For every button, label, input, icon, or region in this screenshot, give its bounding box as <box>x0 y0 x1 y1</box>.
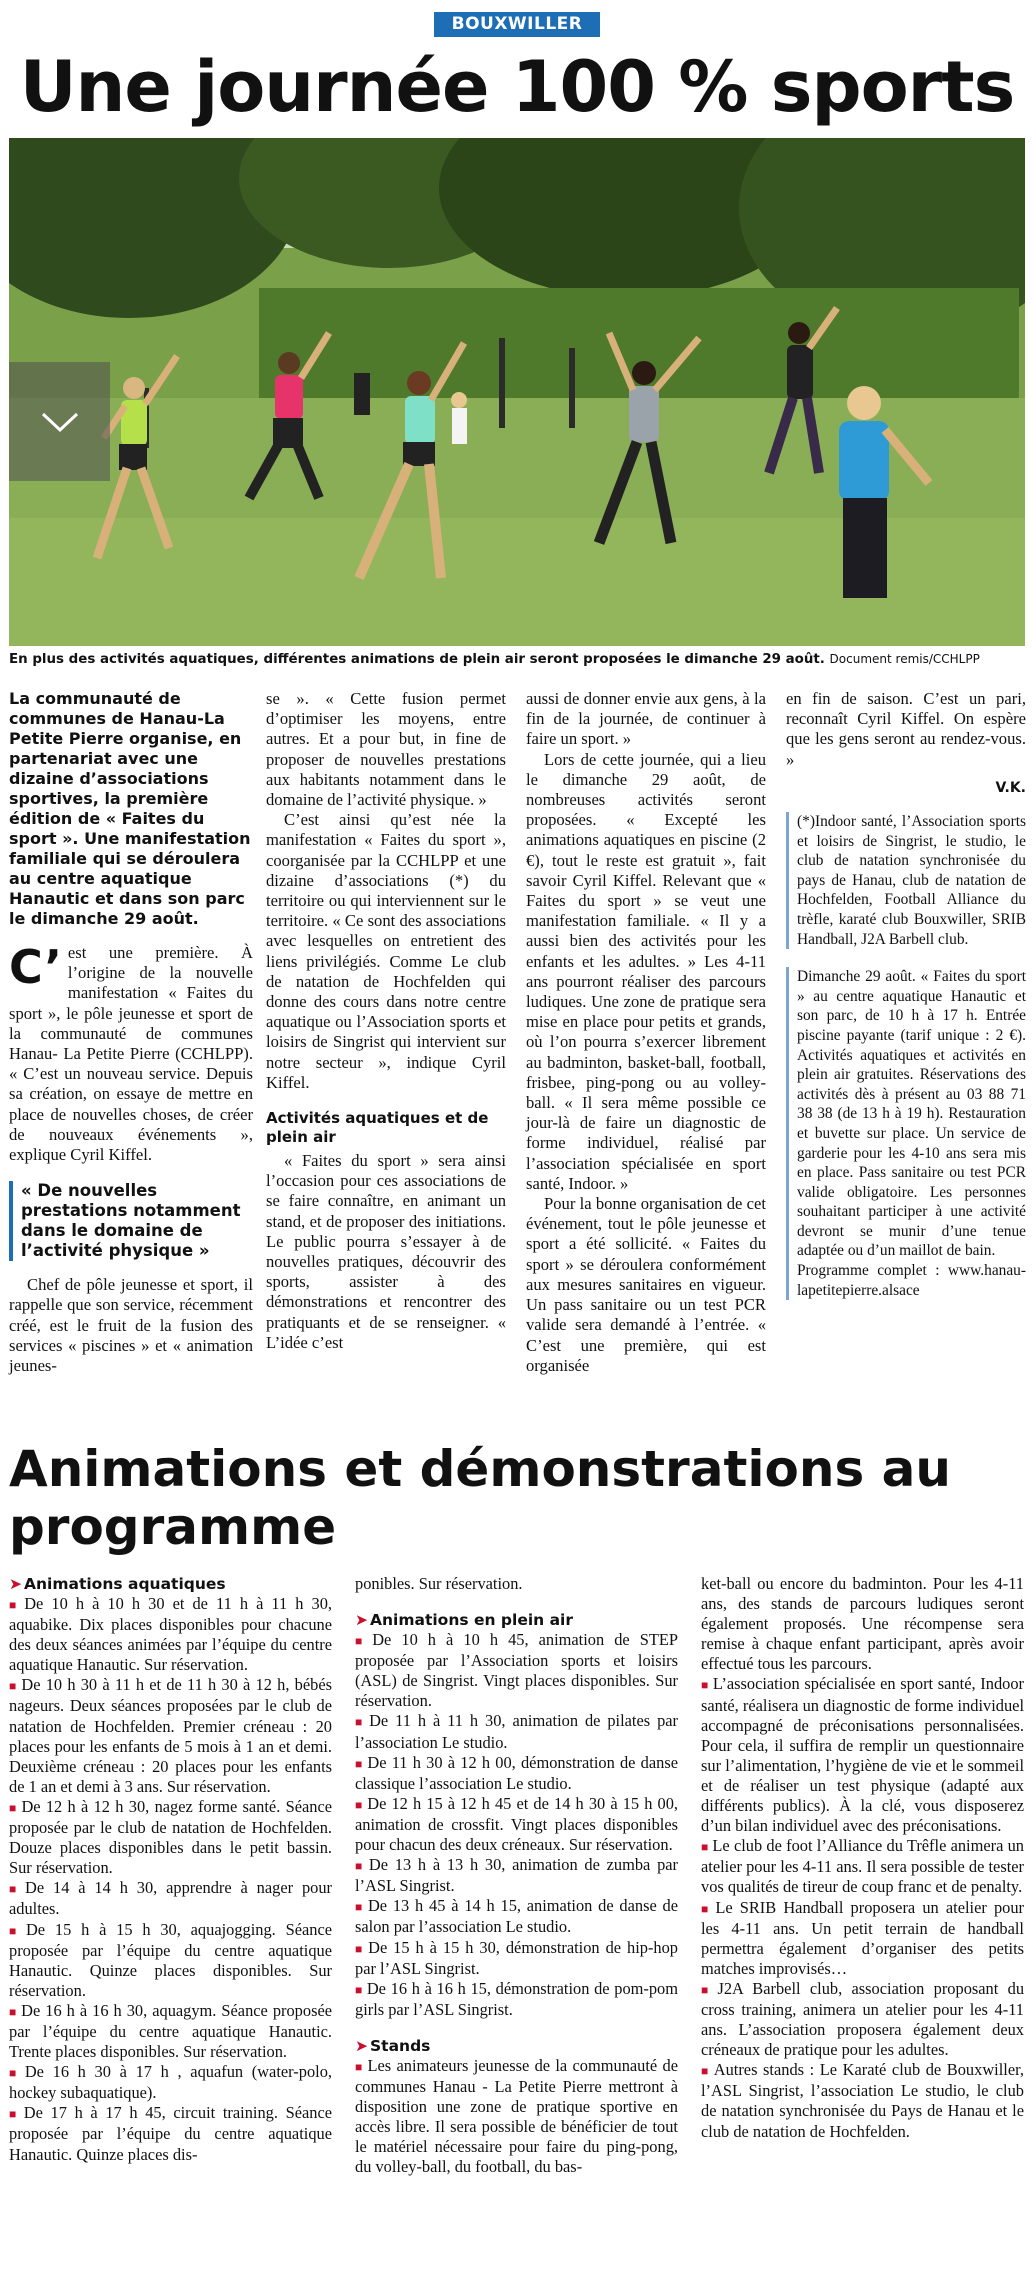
list-item: ■ De 13 h à 13 h 30, animation de zumba par l’ASL Singrist. <box>355 1855 678 1896</box>
park-scene-illustration <box>9 138 1025 646</box>
photo-caption <box>9 649 1025 670</box>
list-item: ■ De 17 h à 17 h 45, circuit training. Séance proposée par l’équipe du centre aquatique Hanautic. Quinze places dis- <box>9 2103 332 2164</box>
square-bullet-icon: ■ <box>355 2059 364 2074</box>
list-item: ■ De 10 h 30 à 11 h et de 11 h 30 à 12 h, bébés nageurs. Deux séances proposées par le club de natation de Hochfelden. Premier créneau : 20 places pour les enfants de 5 mois à 1 an et demi. Deuxième créneau : 20 places pour les enfants de 1 an et demi à 3 ans. Sur réservation. <box>9 1675 332 1796</box>
square-bullet-icon: ■ <box>701 2064 710 2079</box>
aquatic-list <box>9 1594 332 2165</box>
practical-info-text: Dimanche 29 août. « Faites du sport » au centre aquatique Hanautic et son parc, de 10 h à 17 h. Entrée piscine payante (tarif unique : 2 €). Activités aquatiques et activités en plein air gratuites. Réservations des activités dès à présent au 03 88 71 38 38 (de 13 h à 19 h). Restauration et buvette sur place. Un service de garderie pour les 4-10 ans sera mis en place. Pass sanitaire ou test PCR valide obligatoire. Les personnes souhaitant participer à une activité devront se munir d’une tenue adaptée ou d’un maillot de bain. <box>797 968 1026 1260</box>
stands-list <box>701 1674 1024 2141</box>
list-item: ■ De 12 h 15 à 12 h 45 et de 14 h 30 à 15 h 00, animation de crossfit. Vingt places disponibles pour chacun des deux créneaux. Sur réservation. <box>355 1793 678 1855</box>
list-item: ■ De 16 h à 16 h 30, aquagym. Séance proposée par l’équipe du centre aquatique Hanautic. Trente places disponibles. Sur réservation. <box>9 2000 332 2062</box>
arrow-right-icon: ➤ <box>355 2036 368 2055</box>
subheading: Activités aquatiques et de plein air <box>266 1109 489 1147</box>
list-item: ■ De 13 h 45 à 14 h 15, animation de danse de salon par l’association Le studio. <box>355 1896 678 1937</box>
square-bullet-icon: ■ <box>355 1859 365 1874</box>
program-column-2 <box>355 1574 678 2177</box>
list-item: ■ J2A Barbell club, association proposant du cross training, animera un atelier pour les 4-11 ans. L’association proposera également deux créneaux de pratique pour les adultes. <box>701 1978 1025 2060</box>
list-item: ■ Autres stands : Le Karaté club de Bouxwiller, l’ASL Singrist, l’association Le studio, le club de natation synchronisée du Pays de Hanau et le club de natation de Hochfelden. <box>701 2060 1024 2141</box>
body-paragraph: en fin de saison. C’est un pari, reconnaît Cyril Kiffel. On espère que les gens seront au rendez-vous. » <box>786 689 1026 769</box>
list-item: ■ De 11 h 30 à 12 h 00, démonstration de danse classique l’association Le studio. <box>355 1752 678 1793</box>
photo-credit: Document remis/CCHLPP <box>829 652 980 666</box>
article-column-4 <box>786 689 1026 1300</box>
program-column-1 <box>9 1574 332 2165</box>
program-title: Animations et démonstrations au programme <box>9 1440 951 1556</box>
list-item: ■ L’association spécialisée en sport santé, Indoor santé, réalisera un diagnostic de forme individuel accompagné de préconisations personnalisées. Pour cela, il suffira de remplir un questionnaire sur l’alimentation, l’hygiène de vie et le sommeil et de réaliser un test physique (adapté aux différents publics). À la clé, vous disposerez d’un bilan individuel avec des préconisations. <box>701 1674 1024 1836</box>
square-bullet-icon: ■ <box>355 1715 366 1730</box>
pull-quote: « De nouvelles prestations notamment dans le domaine de l’activité physique » <box>9 1181 253 1261</box>
square-bullet-icon: ■ <box>9 1882 22 1897</box>
body-paragraph: Chef de pôle jeunesse et sport, il rappelle que son service, récemment créé, est le fruit de la fusion des services « piscines » et « animation jeunes- <box>9 1275 253 1376</box>
lead-paragraph: La communauté de communes de Hanau-La Petite Pierre organise, en partenariat avec une dizaine d’associations sportives, la première édition de « Faites du sport ». Une manifestation familiale qui se déroulera au centre aquatique Hanautic et dans son parc le dimanche 29 août. <box>9 689 251 928</box>
body-paragraph: Lors de cette journée, qui a lieu le dimanche 29 août, de nombreuses activités seront proposées. « Excepté les animations aquatiques en piscine (2 €), tout le reste est gratuit », fait savoir Cyril Kiffel. Relevant que « Faites du sport » se veut une manifestation familiale. « Il y a aussi bien des activités pour les enfants et les adultes. » Les 4-11 ans pourront réaliser des parcours ludiques. Une zone de pratique sera mise en place pour petits et grands, où l’on pourra s’exercer librement au badminton, basket-ball, football, frisbee, ping-pong ou au volley-ball. « Il sera même possible ce jour-là de faire un diagnostic de forme individuel, réalisé par l’association spécialisée en sport santé, Indoor. » <box>526 749 766 1193</box>
section-title-stands: ➤ Stands <box>355 2036 431 2055</box>
list-item: ■ De 12 h à 12 h 30, nagez forme santé. Séance proposée par le club de natation de Hochfelden. Douze places disponibles dans le petit bassin. Sur réservation. <box>9 1796 333 1878</box>
list-item: ■ De 15 h à 15 h 30, démonstration de hip-hop par l’ASL Singrist. <box>355 1937 678 1978</box>
section-title-outdoor: ➤ Animations en plein air <box>355 1611 574 1630</box>
list-item: ■ Le SRIB Handball proposera un atelier pour les 4-11 ans. Un petit terrain de handball permettra également d’organiser des petits matches improvisés… <box>701 1897 1025 1978</box>
list-item: ■ De 10 h à 10 h 30 et de 11 h à 11 h 30, aquabike. Dix places disponibles pour chacune des deux séances animées par l’équipe du centre aquatique Hanautic. Sur réservation. <box>9 1594 332 1675</box>
associations-box <box>786 812 1026 949</box>
arrow-right-icon: ➤ <box>355 1611 368 1630</box>
square-bullet-icon: ■ <box>9 2107 20 2122</box>
square-bullet-icon: ■ <box>9 1598 21 1612</box>
body-paragraph: C’est ainsi qu’est née la manifestation « Faites du sport », coorganisée par la CCHLPP et une dizaine d’associations (*) du territoire ou qui interviennent sur le territoire. « Ce sont des associations avec lesquelles on entretient des liens privilégiés. Comme Le club de natation de Hochfelden qui donne des cours dans notre centre aquatique ou l’Association sports et loisirs de Singrist qui intervient sur notre secteur », indique Cyril Kiffel. <box>266 810 506 1092</box>
list-item: ■ De 16 h à 16 h 15, démonstration de pom-pom girls par l’ASL Singrist. <box>355 1978 678 2019</box>
square-bullet-icon: ■ <box>701 1982 714 1997</box>
list-item: ■ De 16 h 30 à 17 h , aquafun (water-polo, hockey subaquatique). <box>9 2062 332 2103</box>
author-signature: V.K. <box>995 779 1026 796</box>
chevron-down-icon <box>40 411 80 433</box>
article-photo <box>9 138 1025 646</box>
associations-text: (*)Indoor santé, l’Association sports et loisirs de Singrist, le studio, le club de natation synchronisée du pays de Hanau, club de natation de Hochfelden, Football Alliance du trèfle, karaté club Bouxwiller, SRIB Handball, J2A Barbell club. <box>797 813 1026 948</box>
headline: Une journée 100 % sports <box>19 46 1015 128</box>
program-link[interactable]: Programme complet : www.hanau-lapetitepierre.alsace <box>797 1262 1026 1299</box>
square-bullet-icon: ■ <box>9 1800 18 1815</box>
square-bullet-icon: ■ <box>701 1678 709 1693</box>
list-item: ■ De 10 h à 10 h 45, animation de STEP proposée par l’Association sports et loisirs (ASL) de Singrist. Vingt places disponibles. Sur réservation. <box>355 1630 678 1711</box>
list-item: ■ Le club de foot l’Alliance du Trêfle animera un atelier pour les 4-11 ans. Il sera possible de tester vos qualités de tireur de coup franc et de penalty. <box>701 1836 1024 1897</box>
article-column-1 <box>9 689 253 1376</box>
section-title-aquatic: ➤ Animations aquatiques <box>9 1575 226 1593</box>
body-paragraph: C’ est une première. À l’origine de la nouvelle manifestation « Faites du sport », le pôle jeunesse et sport de la communauté de communes Hanau- La Petite Pierre (CCHLPP). « C’est un nouveau service. Depuis sa création, on essaye de mettre en place de nouvelles choses, de créer de nouveaux événements », explique Cyril Kiffel. <box>9 940 253 1165</box>
program-column-3 <box>701 1574 1024 2142</box>
carousel-nav-button[interactable] <box>9 362 110 481</box>
square-bullet-icon: ■ <box>355 1756 364 1771</box>
square-bullet-icon: ■ <box>701 1901 712 1916</box>
square-bullet-icon: ■ <box>9 1923 22 1938</box>
list-item: ■ Les animateurs jeunesse de la communauté de communes Hanau - La Petite Pierre mettront à disposition une zone de pratique sportive en accès libre. Il sera possible de bénéficier de tout le matériel nécessaire pour faire du ping-pong, du volley-ball, du football, du bas- <box>355 2055 678 2177</box>
square-bullet-icon: ■ <box>355 1941 365 1956</box>
drop-cap: C’ <box>9 940 62 994</box>
practical-info-box <box>786 967 1026 1300</box>
list-item: ■ De 15 h à 15 h 30, aquajogging. Séance proposée par l’équipe du centre aquatique Hanautic. Quinze places disponibles. Sur réservation. <box>9 1919 332 2000</box>
square-bullet-icon: ■ <box>9 1679 18 1694</box>
body-paragraph: se ». « Cette fusion permet d’optimiser les moyens, entre autres. Et a pour but, in fine de proposer de nouvelles prestations aux habitants notamment dans le domaine de l’activité physique. » <box>266 689 506 810</box>
arrow-right-icon: ➤ <box>9 1575 22 1593</box>
square-bullet-icon: ■ <box>355 1982 363 1997</box>
square-bullet-icon: ■ <box>9 2004 18 2019</box>
body-paragraph: « Faites du sport » sera ainsi l’occasion pour ces associations de se faire connaître, en animant un stand, et de proposer des initiations. Le public pourra s’essayer à de nouvelles pratiques, découvrir des sports, assister à des démonstrations et rencontrer des pratiquants et de se renseigner. « L’idée c’est <box>266 1151 506 1352</box>
list-item: ■ De 14 à 14 h 30, apprendre à nager pour adultes. <box>9 1878 332 1919</box>
caption-text: En plus des activités aquatiques, différentes animations de plein air seront proposées le dimanche 29 août. <box>9 652 825 667</box>
square-bullet-icon: ■ <box>701 1840 709 1855</box>
kicker-label: BOUXWILLER <box>434 12 600 37</box>
article-column-2 <box>266 689 506 1353</box>
list-continuation: ket-ball ou encore du badminton. Pour les 4-11 ans, des stands de parcours ludiques seront également proposés. Une récompense sera remise à chaque enfant participant, après avoir effectué tous les parcours. <box>701 1574 1024 1674</box>
square-bullet-icon: ■ <box>355 1634 369 1649</box>
article-column-3 <box>526 689 766 1376</box>
outdoor-list <box>355 1630 678 2020</box>
square-bullet-icon: ■ <box>355 1900 364 1915</box>
square-bullet-icon: ■ <box>9 2066 21 2081</box>
body-paragraph: Pour la bonne organisation de cet événement, tout le pôle jeunesse et sport a été sollicité. « Faites du sport » se déroulera conformément aux mesures sanitaires en vigueur. Un pass sanitaire ou un test PCR valide sera demandé à l’entrée. « C’est une première, qui est organisée <box>526 1194 766 1375</box>
body-paragraph: aussi de donner envie aux gens, à la fin de la journée, de continuer à faire un sport. » <box>526 689 766 749</box>
square-bullet-icon: ■ <box>355 1797 364 1812</box>
list-item: ■ De 11 h à 11 h 30, animation de pilates par l’association Le studio. <box>355 1711 678 1752</box>
list-continuation: ponibles. Sur réservation. <box>355 1574 523 1593</box>
